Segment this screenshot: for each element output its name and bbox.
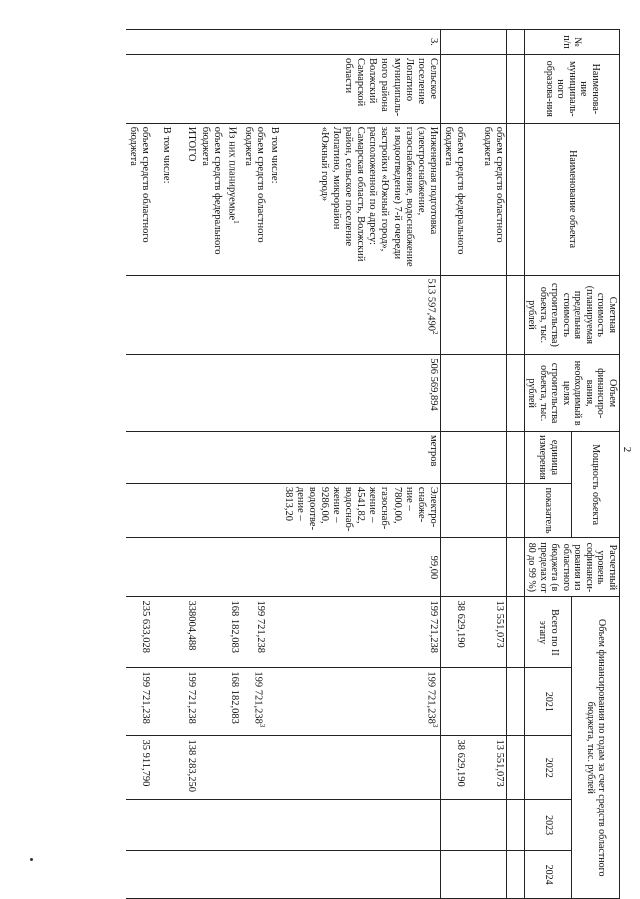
header-cofinancing: Расчетный уровень софинанси-рования из областного бюджета (в пределах от 80 до 99 %) [525,538,620,597]
header-2022: 2022 [525,736,573,800]
prev-federal-total: 38 629,190 [440,597,480,668]
header-total: Всего по II этапу [525,597,573,668]
item-financing: 506 569,894 [281,355,440,432]
regional-total: 199 721,238 [241,597,267,668]
header-municipality: Наименова-ние муниципаль-ного образова-ния [525,54,620,123]
item-cofinancing: 99,00 [281,538,440,597]
federal-row [198,30,224,899]
itogo-row [184,30,198,899]
planned-row [224,30,241,899]
planned-2021: 168 182,083 [224,668,241,736]
header-indicator: показатель [525,483,573,537]
incl2-row [159,30,184,899]
prev-regional-label: объем средств областного бюджета [480,123,507,275]
prev-regional-total: 13 551,073 [480,597,507,668]
regional2-2021: 199 721,238 [126,668,159,736]
financing-table [126,29,620,899]
header-2021: 2021 [525,668,573,736]
regional-2021: 199 721,238$^3$ [241,668,267,736]
header-years-group: Объем финансирования по годам за счет средств областного бюджета, тыс. рублей [572,597,620,899]
prev-federal-row [440,30,480,899]
header-row-1 [572,30,620,899]
header-financing: Объем финансиро-вания, необходимый в целях строительства объекта, тыс. рублей [525,355,620,432]
itogo-2022: 138 283,250 [184,736,198,800]
header-no: № п/п [525,30,620,55]
incl2-label: В том числе: [159,123,184,275]
itogo-label: ИТОГО [184,123,198,275]
header-capacity: Мощность объекта [572,431,620,537]
regional2-2022: 35 911,790 [126,736,159,800]
header-unit: единица измерения [525,431,573,483]
item-total: 199 721,238 [281,597,440,668]
prev-federal-2022: 38 629,190 [440,736,480,800]
item-2021: 199 721,238$^3$ [281,668,440,736]
item-object: Инженерная подготовка (электроснабжение, газоснабжение, водоснабжение и водоотведение) 7-й очереди застройки «Южный город», расположенной по адресу: Самарская область, Волжский район, сельское поселение Лопатино, микрорайон «Южный город» [281,123,440,275]
itogo-2021: 199 721,238 [184,668,198,736]
planned-label: Из них планируемые$^1$ [224,123,241,275]
planned-total: 168 182,083 [224,597,241,668]
header-2023: 2023 [525,800,573,851]
page-number: 2 [621,446,633,453]
regional2-row [126,30,159,899]
item-municipality: Сельское поселение Лопатино муниципаль-ного района Волжский Самарской области [281,54,440,123]
item-row [281,30,440,899]
itogo-total: 338004,488 [184,597,198,668]
regional2-total: 235 633,028 [126,597,159,668]
federal-label: объем средств федерального бюджета [198,123,224,275]
incl-row [267,30,281,899]
header-2024: 2024 [525,851,573,899]
header-object: Наименование объекта [525,123,620,275]
item-indicator: Электро-снабже-ние – 7800,00, газоснаб-жение – 4541,82, водоснаб-жение – 9286,00, водоотве-дение – 3813,20 [281,483,440,537]
regional2-label: объем средств областного бюджета [126,123,159,275]
prev-federal-label: объем средств федерального бюджета [440,123,480,275]
prev-regional-row [480,30,507,899]
blank-row [507,30,525,899]
item-unit: метров [281,431,440,483]
header-estimate: Сметная стоимость (планируемая предельная стоимость строительства) объекта, тыс. рублей [525,275,620,355]
regional-row [241,30,267,899]
prev-regional-2022: 13 551,073 [480,736,507,800]
scan-speck [30,858,33,861]
item-number: 3. [281,30,440,55]
regional-label: объем средств областного бюджета [241,123,267,275]
incl-label: В том числе: [267,123,281,275]
item-estimate: 513 597,490$^2$ [281,275,440,355]
